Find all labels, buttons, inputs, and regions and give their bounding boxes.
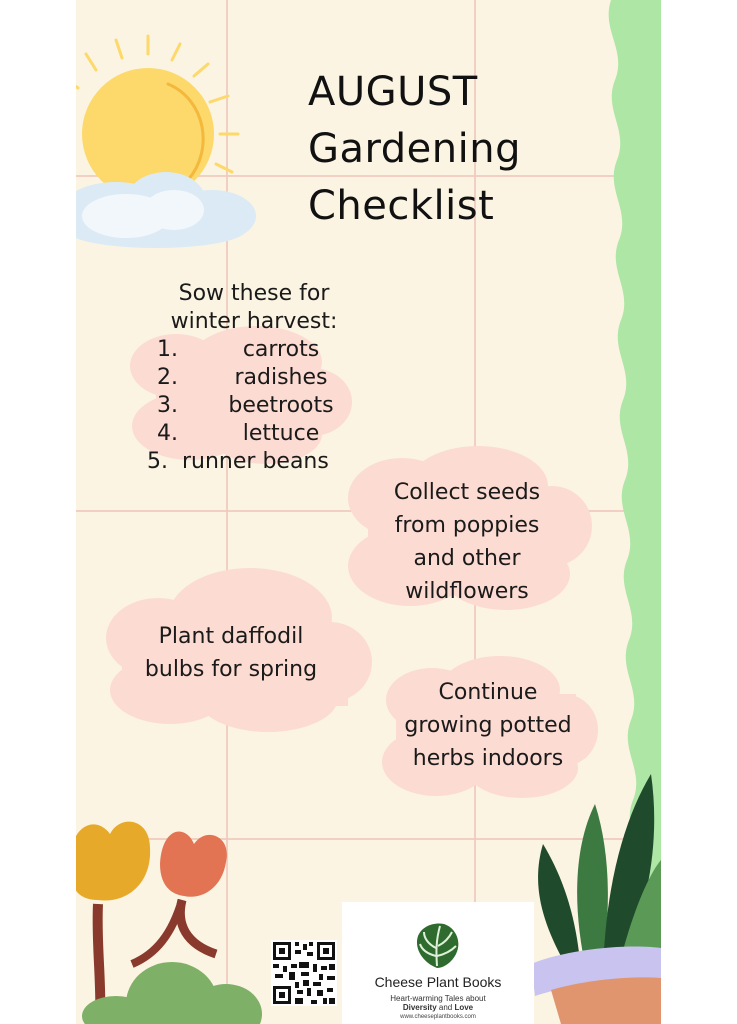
- list-number: 1.: [157, 337, 178, 362]
- tip-line: Collect seeds: [393, 480, 541, 505]
- tip-line: growing potted: [404, 713, 572, 738]
- tip-line: Plant daffodil: [158, 624, 304, 649]
- flowers-icon: [76, 804, 276, 1024]
- tip-line: Continue: [438, 680, 538, 705]
- list-number: 4.: [157, 421, 178, 446]
- tip-line: wildflowers: [405, 579, 529, 604]
- poster-title: [308, 64, 521, 235]
- list-label: lettuce: [242, 421, 320, 446]
- tagline-and: and: [436, 1003, 455, 1012]
- publisher-logo: [342, 902, 534, 1024]
- title-line-2: Gardening: [308, 126, 521, 172]
- list-item: [134, 392, 374, 420]
- title-line-3: Checklist: [308, 183, 495, 229]
- list-number: 5.: [147, 449, 168, 474]
- tagline-line-2: [342, 1003, 534, 1012]
- tagline-love: Love: [454, 1003, 474, 1012]
- publisher-tagline: [342, 994, 534, 1012]
- list-number: 2.: [157, 365, 178, 390]
- tip-potted-herbs: [378, 676, 598, 775]
- list-item: [134, 364, 374, 392]
- tip-collect-seeds: [362, 476, 572, 608]
- list-number: 3.: [157, 393, 178, 418]
- tagline-diversity: Diversity: [402, 1003, 437, 1012]
- monstera-leaf-icon: [414, 922, 460, 970]
- sun-icon: [76, 30, 286, 260]
- list-label: beetroots: [228, 393, 334, 418]
- potted-plant-icon: [531, 764, 661, 1024]
- list-label: radishes: [234, 365, 328, 390]
- sow-heading-line-1: Sow these for: [178, 281, 330, 306]
- checklist-poster: [76, 0, 661, 1024]
- tip-line: bulbs for spring: [144, 657, 318, 682]
- publisher-url[interactable]: www.cheeseplantbooks.com: [400, 1014, 476, 1020]
- tagline-line-1: Heart-warming Tales about: [390, 994, 486, 1003]
- title-line-1: AUGUST: [308, 69, 478, 115]
- list-item: [134, 420, 374, 448]
- list-item: [134, 336, 374, 364]
- tip-plant-daffodil: [106, 620, 356, 686]
- qr-code-icon: [271, 940, 337, 1006]
- tip-line: and other: [413, 546, 521, 571]
- tip-line: from poppies: [394, 513, 540, 538]
- list-label: runner beans: [182, 449, 329, 474]
- publisher-name: Cheese Plant Books: [374, 974, 502, 990]
- sow-heading-line-2: winter harvest:: [170, 309, 338, 334]
- tip-line: herbs indoors: [412, 746, 564, 771]
- list-label: carrots: [242, 337, 320, 362]
